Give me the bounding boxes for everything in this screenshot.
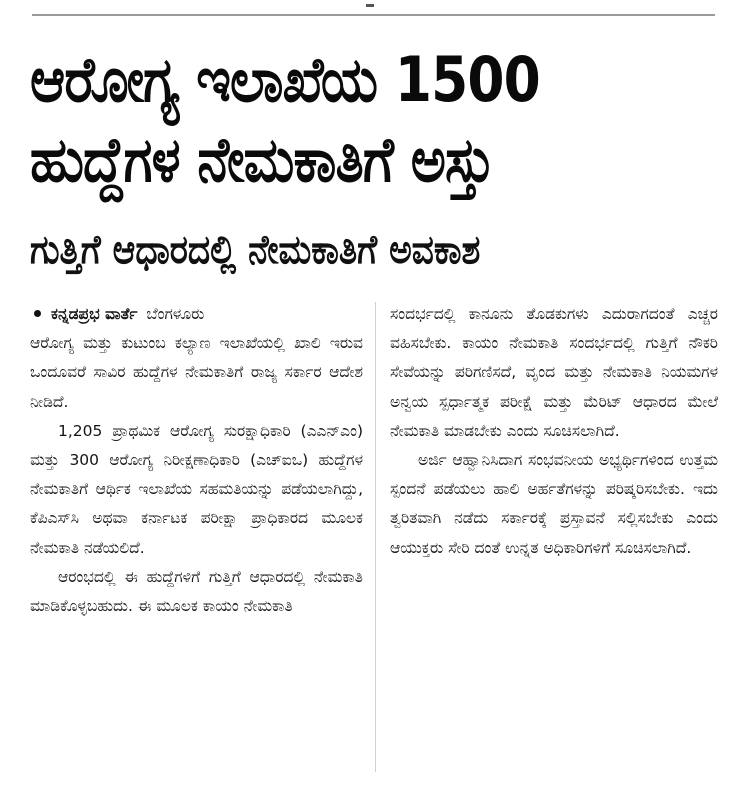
paragraph-3: ಆರಂಭದಲ್ಲಿ ಈ ಹುದ್ದೆಗಳಿಗೆ ಗುತ್ತಿಗೆ ಆಧಾರದಲ್ಲಿ ನೇಮಕಾತಿ ಮಾಡಿಕೊಳ್ಳಬಹುದು. ಈ ಮೂಲಕ ಕಾಯಂ ನೇಮಕಾತಿ (30, 567, 363, 616)
headline-line-2: ಹುದ್ದೆಗಳ ನೇಮಕಾತಿಗೆ ಅಸ್ತು (30, 123, 494, 196)
headline (30, 40, 623, 200)
paragraph-1: ಆರೋಗ್ಯ ಮತ್ತು ಕುಟುಂಬ ಕಲ್ಯಾಣ ಇಲಾಖೆಯಲ್ಲಿ ಖಾಲಿ ಇರುವ ಒಂದೂವರೆ ಸಾವಿರ ಹುದ್ದೆಗಳ ನೇಮಕಾತಿಗೆ ರಾಜ್ಯ ಸರ್ಕಾರ ಆದೇಶ ನೀಡಿದೆ. (30, 334, 363, 411)
byline-place: ಬೆಂಗಳೂರು (146, 305, 205, 323)
byline (30, 300, 363, 329)
column-divider (375, 302, 376, 772)
paragraph-2: 1,205 ಪ್ರಾಥಮಿಕ ಆರೋಗ್ಯ ಸುರಕ್ಷಾಧಿಕಾರಿ (ಎಎನ್‌ಎಂ) ಮತ್ತು 300 ಆರೋಗ್ಯ ನಿರೀಕ್ಷಣಾಧಿಕಾರಿ (ಎಚ್‌ಐಒ) ಹುದ್ದೆಗಳ ನೇಮಕಾತಿಗೆ ಆರ್ಥಿಕ ಇಲಾಖೆಯ ಸಹಮತಿಯನ್ನು ಪಡೆಯಲಾಗಿದ್ದು, ಕೆಪಿಎಸ್‌ಸಿ ಅಥವಾ ಕರ್ನಾಟಕ ಪರೀಕ್ಷಾ ಪ್ರಾಧಿಕಾರದ ಮೂಲಕ ನೇಮಕಾತಿ ನಡೆಯಲಿದೆ. (30, 421, 363, 557)
bullet-icon (34, 310, 41, 317)
paragraph-5: ಅರ್ಜಿ ಆಹ್ವಾನಿಸಿದಾಗ ಸಂಭವನೀಯ ಅಭ್ಯರ್ಥಿಗಳಿಂದ ಉತ್ತಮ ಸ್ಪಂದನೆ ಪಡೆಯಲು ಹಾಲಿ ಅರ್ಹತೆಗಳನ್ನು ಪರಿಷ್ಕರಿಸಬೇಕು. ಇದು ತ್ವರಿತವಾಗಿ ನಡೆದು ಸರ್ಕಾರಕ್ಕೆ ಪ್ರಸ್ತಾವನೆ ಸಲ್ಲಿಸಬೇಕು ಎಂದು ಆಯುಕ್ತರು ಸೇರಿ ದಂತೆ ಉನ್ನತ ಅಧಿಕಾರಿಗಳಿಗೆ ಸೂಚಿಸಲಾಗಿದೆ. (390, 451, 718, 557)
paragraph-4: ಸಂದರ್ಭದಲ್ಲಿ ಕಾನೂನು ತೊಡಕುಗಳು ಎದುರಾಗದಂತೆ ಎಚ್ಚರ ವಹಿಸಬೇಕು. ಕಾಯಂ ನೇಮಕಾತಿ ಸಂದರ್ಭದಲ್ಲಿ ಗುತ್ತಿಗೆ ನೌಕರಿ ಸೇವೆಯನ್ನು ಪರಿಗಣಿಸದೆ, ವೃಂದ ಮತ್ತು ನೇಮಕಾತಿ ನಿಯಮಗಳ ಅನ್ವಯ ಸ್ಪರ್ಧಾತ್ಮಕ ಪರೀಕ್ಷೆ ಮತ್ತು ಮೆರಿಟ್ ಆಧಾರದ ಮೇಲೆ ನೇಮಕಾತಿ ಮಾಡಬೇಕು ಎಂದು ಸೂಚಿಸಲಾಗಿದೆ. (390, 305, 718, 440)
top-rule (32, 14, 715, 16)
article-column-right (390, 300, 718, 563)
subheadline: ಗುತ್ತಿಗೆ ಆಧಾರದಲ್ಲಿ ನೇಮಕಾತಿಗೆ ಅವಕಾಶ (30, 227, 481, 273)
top-dash-mark (366, 4, 374, 7)
article-column-left (30, 300, 363, 621)
headline-line-1: ಆರೋಗ್ಯ ಇಲಾಖೆಯ 1500 (30, 43, 540, 116)
byline-source: ಕನ್ನಡಪ್ರಭ ವಾರ್ತೆ (51, 305, 138, 323)
